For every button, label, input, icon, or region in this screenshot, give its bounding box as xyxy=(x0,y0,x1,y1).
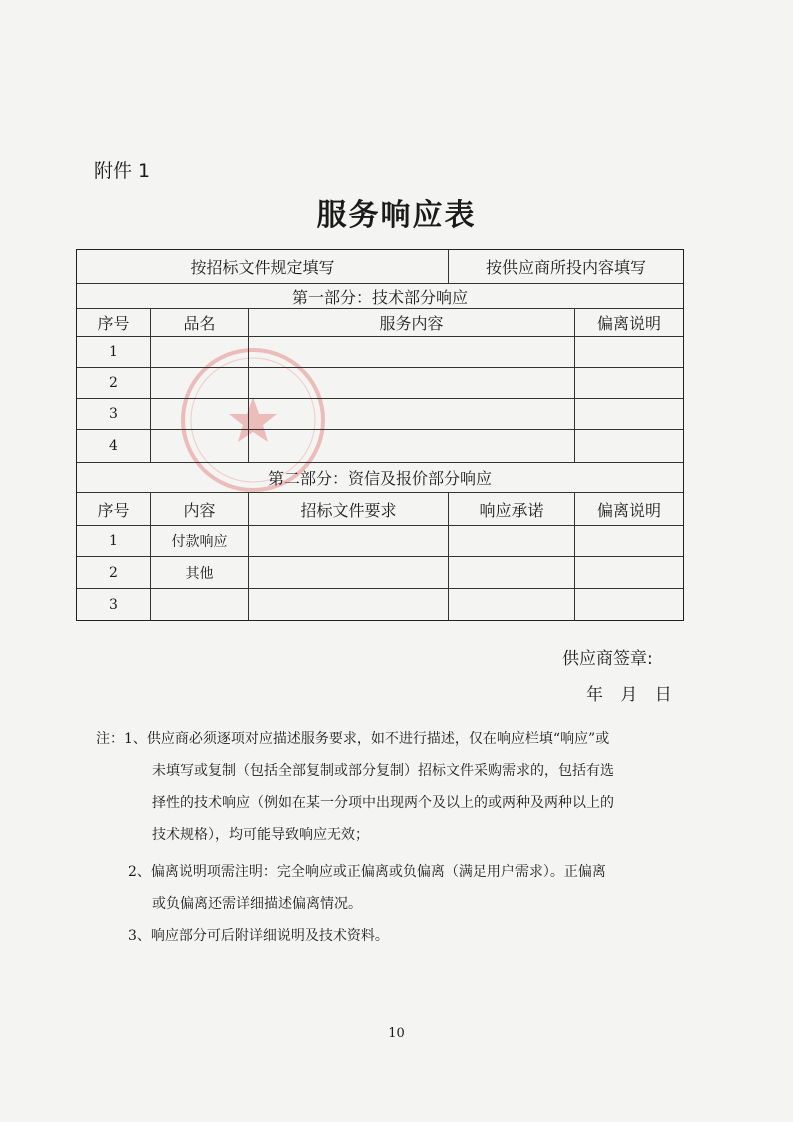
note-1-line-3: 择性的技术响应（例如在某一分项中出现两个及以上的或两种及两种以上的 xyxy=(152,795,614,811)
part1-col-no: 序号 xyxy=(77,309,151,337)
note-1-line-1: 注：1、供应商必须逐项对应描述服务要求，如不进行描述，仅在响应栏填“响应”或 xyxy=(96,731,610,747)
part2-col-deviation: 偏离说明 xyxy=(575,493,683,526)
part2-row2-requirement xyxy=(249,557,449,589)
part2-heading: 第二部分：资信及报价部分响应 xyxy=(77,463,683,493)
note-2-line-2: 或负偏离还需详细描述偏离情况。 xyxy=(152,896,362,912)
part2-row3-no: 3 xyxy=(77,589,151,620)
header-right: 按供应商所投内容填写 xyxy=(449,250,683,284)
part2-row2-commitment xyxy=(449,557,575,589)
part2-row2-content: 其他 xyxy=(151,557,249,589)
part2-row1-requirement xyxy=(249,526,449,557)
part1-heading: 第一部分：技术部分响应 xyxy=(77,284,683,309)
part1-row4-deviation xyxy=(575,430,683,463)
part1-row3-content xyxy=(249,399,575,430)
part1-row2-no: 2 xyxy=(77,368,151,399)
part2-row1-no: 1 xyxy=(77,526,151,557)
part1-col-content: 服务内容 xyxy=(249,309,575,337)
part1-row1-name xyxy=(151,337,249,368)
part1-row1-deviation xyxy=(575,337,683,368)
part1-row4-content xyxy=(249,430,575,463)
note-1-line-2: 未填写或复制（包括全部复制或部分复制）招标文件采购需求的，包括有选 xyxy=(152,763,614,779)
part2-row2-deviation xyxy=(575,557,683,589)
date-label: 年 月 日 xyxy=(586,685,678,705)
part2-col-requirement: 招标文件要求 xyxy=(249,493,449,526)
header-left: 按招标文件规定填写 xyxy=(77,250,449,284)
part2-row3-deviation xyxy=(575,589,683,620)
note-3 xyxy=(128,920,389,952)
part1-col-name: 品名 xyxy=(151,309,249,337)
part2-col-content: 内容 xyxy=(151,493,249,526)
part1-row2-deviation xyxy=(575,368,683,399)
annex-label: 附件 1 xyxy=(94,160,151,182)
service-response-table xyxy=(76,249,684,621)
part1-col-deviation: 偏离说明 xyxy=(575,309,683,337)
part2-row1-deviation xyxy=(575,526,683,557)
page-title: 服务响应表 xyxy=(316,198,477,233)
part2-row1-content: 付款响应 xyxy=(151,526,249,557)
part1-row3-deviation xyxy=(575,399,683,430)
part2-row2-no: 2 xyxy=(77,557,151,589)
part2-row3-commitment xyxy=(449,589,575,620)
part2-col-no: 序号 xyxy=(77,493,151,526)
note-2-line-1: 2、偏离说明项需注明：完全响应或正偏离或负偏离（满足用户需求）。正偏离 xyxy=(128,864,606,880)
part1-row2-content xyxy=(249,368,575,399)
part1-row1-no: 1 xyxy=(77,337,151,368)
note-3-line-1: 3、响应部分可后附详细说明及技术资料。 xyxy=(128,928,389,944)
note-1 xyxy=(96,723,614,851)
page-number: 10 xyxy=(388,1026,405,1041)
part1-row2-name xyxy=(151,368,249,399)
part2-col-commitment: 响应承诺 xyxy=(449,493,575,526)
note-1-line-4: 技术规格），均可能导致响应无效； xyxy=(152,827,369,843)
part1-row3-no: 3 xyxy=(77,399,151,430)
part1-row4-no: 4 xyxy=(77,430,151,463)
part1-row3-name xyxy=(151,399,249,430)
part1-row4-name xyxy=(151,430,249,463)
part2-row1-commitment xyxy=(449,526,575,557)
part2-row3-requirement xyxy=(249,589,449,620)
part1-row1-content xyxy=(249,337,575,368)
part2-row3-content xyxy=(151,589,249,620)
supplier-signature-label: 供应商签章: xyxy=(562,649,653,669)
note-2 xyxy=(128,856,606,920)
